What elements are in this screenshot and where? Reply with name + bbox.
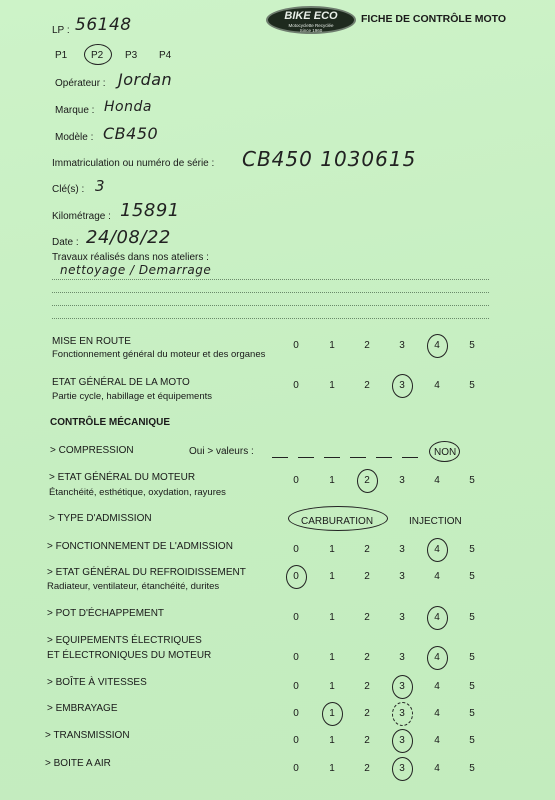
exhaust-rating-2[interactable]: 2	[364, 612, 370, 623]
keys-label: Clé(s) :	[52, 184, 85, 195]
airbox-rating-1[interactable]: 1	[329, 763, 335, 774]
gearbox-label: > BOÎTE À VITESSES	[47, 677, 147, 688]
exhaust-label: > POT D'ÉCHAPPEMENT	[47, 608, 165, 619]
admission-rating-2[interactable]: 2	[364, 544, 370, 555]
transmission-label: > TRANSMISSION	[45, 730, 130, 741]
cooling-label: > ETAT GÉNÉRAL DU REFROIDISSEMENT	[47, 567, 246, 578]
engine-rating-3[interactable]: 3	[399, 475, 405, 486]
transmission-rating-5[interactable]: 5	[469, 735, 475, 746]
electrical-rating-3[interactable]: 3	[399, 652, 405, 663]
engine-rating-2[interactable]: 2	[364, 475, 370, 486]
general-1-selected-circle	[427, 334, 448, 358]
compression-value-blanks	[272, 457, 426, 458]
clutch-rating-1[interactable]: 1	[329, 708, 335, 719]
general-2-rating-1[interactable]: 1	[329, 380, 335, 391]
lp-label: LP :	[52, 25, 70, 36]
general-1-rating-1[interactable]: 1	[329, 340, 335, 351]
mileage-label: Kilométrage :	[52, 211, 111, 222]
mileage-value: 15891	[120, 200, 180, 221]
airbox-rating-0[interactable]: 0	[293, 763, 299, 774]
electrical-subtitle: ET ÉLECTRONIQUES DU MOTEUR	[47, 650, 212, 661]
electrical-selected-circle	[427, 646, 448, 670]
brand-value: Honda	[104, 99, 152, 115]
airbox-rating-2[interactable]: 2	[364, 763, 370, 774]
gearbox-rating-0[interactable]: 0	[293, 681, 299, 692]
intake-option-carburation[interactable]: CARBURATION	[301, 516, 374, 527]
general-title-1: MISE EN ROUTE	[52, 336, 131, 347]
engine-subtitle: Étanchéité, esthétique, oxydation, rayures	[49, 487, 226, 498]
clutch-crossed-circle	[392, 702, 413, 726]
general-subtitle-1: Fonctionnement général du moteur et des organes	[52, 349, 266, 360]
exhaust-rating-4[interactable]: 4	[434, 612, 440, 623]
transmission-selected-circle	[392, 729, 413, 753]
engine-rating-0[interactable]: 0	[293, 475, 299, 486]
works-label: Travaux réalisés dans nos ateliers :	[52, 252, 209, 263]
exhaust-selected-circle	[427, 606, 448, 630]
cooling-rating-3[interactable]: 3	[399, 571, 405, 582]
form-title: FICHE DE CONTRÔLE MOTO	[361, 13, 507, 25]
admission-rating-1[interactable]: 1	[329, 544, 335, 555]
cooling-selected-circle	[286, 565, 307, 589]
intake-type-label: > TYPE D'ADMISSION	[49, 513, 152, 524]
priority-p1[interactable]: P1	[55, 50, 68, 61]
compression-answer-circle	[429, 441, 460, 462]
airbox-label: > BOITE A AIR	[45, 758, 111, 769]
mechanical-section-title: CONTRÔLE MÉCANIQUE	[50, 417, 170, 428]
general-2-selected-circle	[392, 374, 413, 398]
gearbox-rating-2[interactable]: 2	[364, 681, 370, 692]
general-2-rating-4[interactable]: 4	[434, 380, 440, 391]
airbox-selected-circle	[392, 757, 413, 781]
model-value: CB450	[103, 124, 159, 143]
priority-p2[interactable]: P2	[91, 50, 104, 61]
logo-text: BIKE ECO	[284, 10, 338, 22]
clutch-rating-5[interactable]: 5	[469, 708, 475, 719]
transmission-rating-3[interactable]: 3	[399, 735, 405, 746]
clutch-selected-circle	[322, 702, 343, 726]
operator-label: Opérateur :	[55, 78, 106, 89]
transmission-rating-2[interactable]: 2	[364, 735, 370, 746]
works-line-3	[52, 305, 489, 306]
general-1-rating-2[interactable]: 2	[364, 340, 370, 351]
clutch-rating-2[interactable]: 2	[364, 708, 370, 719]
airbox-rating-4[interactable]: 4	[434, 763, 440, 774]
keys-value: 3	[95, 177, 106, 195]
admission-rating-3[interactable]: 3	[399, 544, 405, 555]
works-line-4	[52, 318, 489, 319]
airbox-rating-3[interactable]: 3	[399, 763, 405, 774]
admission-rating-0[interactable]: 0	[293, 544, 299, 555]
general-1-rating-5[interactable]: 5	[469, 340, 475, 351]
transmission-rating-1[interactable]: 1	[329, 735, 335, 746]
electrical-rating-4[interactable]: 4	[434, 652, 440, 663]
engine-label: > ETAT GÉNÉRAL DU MOTEUR	[49, 472, 196, 483]
cooling-rating-5[interactable]: 5	[469, 571, 475, 582]
compression-answer: NON	[434, 447, 457, 458]
general-2-rating-2[interactable]: 2	[364, 380, 370, 391]
works-line-2	[52, 292, 489, 293]
electrical-rating-1[interactable]: 1	[329, 652, 335, 663]
general-1-rating-0[interactable]: 0	[293, 340, 299, 351]
electrical-rating-0[interactable]: 0	[293, 652, 299, 663]
registration-value: CB450 1030615	[242, 147, 417, 171]
admission-rating-5[interactable]: 5	[469, 544, 475, 555]
general-title-2: ETAT GÉNÉRAL DE LA MOTO	[52, 377, 190, 388]
general-2-rating-3[interactable]: 3	[399, 380, 405, 391]
electrical-rating-2[interactable]: 2	[364, 652, 370, 663]
electrical-rating-5[interactable]: 5	[469, 652, 475, 663]
priority-selected-circle	[84, 44, 112, 65]
engine-rating-4[interactable]: 4	[434, 475, 440, 486]
general-subtitle-2: Partie cycle, habillage et équipements	[52, 391, 213, 402]
general-2-rating-5[interactable]: 5	[469, 380, 475, 391]
gearbox-rating-4[interactable]: 4	[434, 681, 440, 692]
clutch-rating-4[interactable]: 4	[434, 708, 440, 719]
lp-value: 56148	[75, 15, 132, 35]
priority-p3[interactable]: P3	[125, 50, 138, 61]
cooling-rating-2[interactable]: 2	[364, 571, 370, 582]
date-value: 24/08/22	[86, 227, 171, 248]
exhaust-rating-3[interactable]: 3	[399, 612, 405, 623]
engine-selected-circle	[357, 469, 378, 493]
admission-rating-4[interactable]: 4	[434, 544, 440, 555]
cooling-rating-4[interactable]: 4	[434, 571, 440, 582]
gearbox-rating-3[interactable]: 3	[399, 681, 405, 692]
brand-label: Marque :	[55, 105, 95, 116]
logo-subtitle: Motocyclette Recyclée	[288, 23, 334, 28]
works-value: nettoyage / Demarrage	[60, 263, 212, 277]
operator-value: Jordan	[118, 70, 173, 89]
clutch-label: > EMBRAYAGE	[47, 703, 118, 714]
transmission-rating-4[interactable]: 4	[434, 735, 440, 746]
cooling-subtitle: Radiateur, ventilateur, étanchéité, durites	[47, 581, 220, 592]
general-1-rating-4[interactable]: 4	[434, 340, 440, 351]
clutch-rating-3[interactable]: 3	[399, 708, 405, 719]
exhaust-rating-1[interactable]: 1	[329, 612, 335, 623]
electrical-label: > EQUIPEMENTS ÉLECTRIQUES	[47, 635, 202, 646]
admission-label: > FONCTIONNEMENT DE L'ADMISSION	[47, 541, 233, 552]
bike-eco-logo	[266, 6, 356, 34]
clutch-rating-0[interactable]: 0	[293, 708, 299, 719]
works-line-1	[52, 279, 489, 280]
gearbox-rating-5[interactable]: 5	[469, 681, 475, 692]
cooling-rating-1[interactable]: 1	[329, 571, 335, 582]
gearbox-rating-1[interactable]: 1	[329, 681, 335, 692]
compression-question: Oui > valeurs :	[189, 446, 254, 457]
engine-rating-1[interactable]: 1	[329, 475, 335, 486]
gearbox-selected-circle	[392, 675, 413, 699]
transmission-rating-0[interactable]: 0	[293, 735, 299, 746]
compression-label: > COMPRESSION	[50, 445, 134, 456]
general-2-rating-0[interactable]: 0	[293, 380, 299, 391]
date-label: Date :	[52, 237, 79, 248]
admission-selected-circle	[427, 538, 448, 562]
intake-selected-circle	[288, 506, 388, 531]
exhaust-rating-0[interactable]: 0	[293, 612, 299, 623]
general-1-rating-3[interactable]: 3	[399, 340, 405, 351]
exhaust-rating-5[interactable]: 5	[469, 612, 475, 623]
intake-option-injection[interactable]: INJECTION	[409, 516, 462, 527]
logo-since: Since 1960	[299, 28, 323, 33]
priority-p4[interactable]: P4	[159, 50, 172, 61]
cooling-rating-0[interactable]: 0	[293, 571, 299, 582]
model-label: Modèle :	[55, 132, 94, 143]
airbox-rating-5[interactable]: 5	[469, 763, 475, 774]
engine-rating-5[interactable]: 5	[469, 475, 475, 486]
registration-label: Immatriculation ou numéro de série :	[52, 158, 215, 169]
